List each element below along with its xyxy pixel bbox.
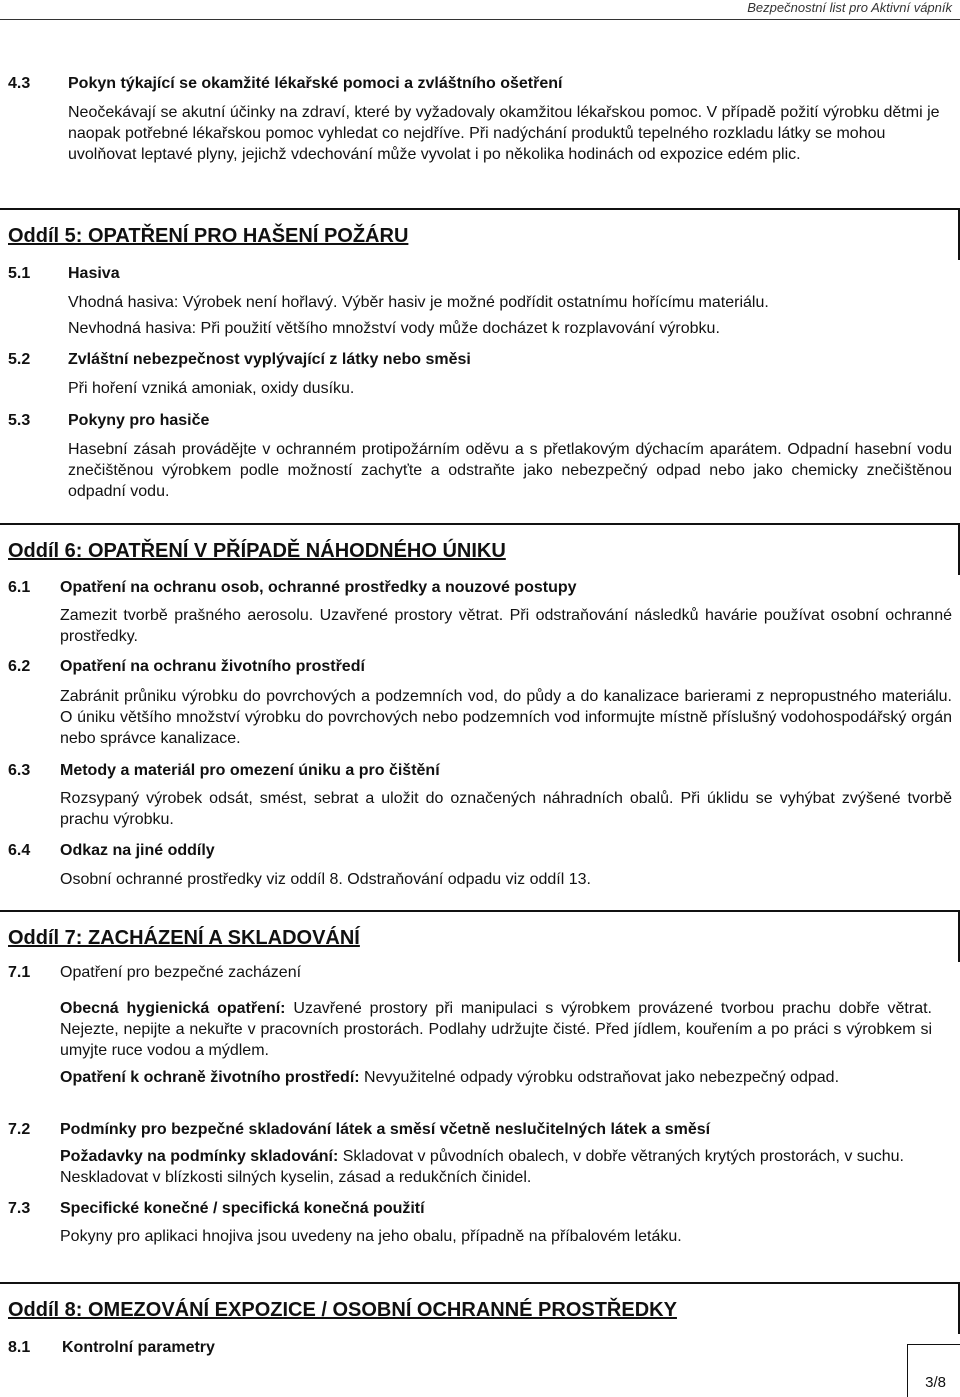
environment-label: Opatření k ochraně životního prostředí: bbox=[60, 1069, 360, 1086]
section-4-3-text: Neočekávají se akutní účinky na zdraví, které by vyžadovaly okamžitou lékařskou pomoc. V případě požití výrobku dětmi je naopak potřebné lékařskou pomoc vyhledat co nejdříve. Při nadýchání produktů tepelného rozkladu látky se mohou uvolňovat leptavé plyny, jejichž vdechování může vyvolat i po několika hodinách od expozice edém plic. bbox=[68, 104, 940, 163]
section-7-3-text: Pokyny pro aplikaci hnojiva jsou uvedeny na jeho obalu, případně na příbalovém letáku. bbox=[60, 1228, 682, 1245]
section-7-title: Oddíl 7: ZACHÁZENÍ A SKLADOVÁNÍ bbox=[8, 927, 360, 949]
section-4-3-number: 4.3 bbox=[8, 75, 31, 92]
section-6-2-number: 6.2 bbox=[8, 658, 31, 675]
page-number: 3/8 bbox=[925, 1374, 946, 1391]
environment-text: Nevyužitelné odpady výrobku odstraňovat jako nebezpečný odpad. bbox=[359, 1069, 840, 1086]
section-6-3-text: Rozsypaný výrobek odsát, smést, sebrat a uložit do označených náhradních obalů. Při úklidu se vyhýbat zvýšené tvorbě prachu výrobku. bbox=[60, 790, 952, 828]
section-6-4-title: Odkaz na jiné oddíly bbox=[60, 842, 215, 859]
section-7-2-title: Podmínky pro bezpečné skladování látek a směsí včetně neslučitelných látek a směsí bbox=[60, 1121, 711, 1138]
section-6-2-text: Zabránit průniku výrobku do povrchových a podzemních vod, do půdy a do kanalizace barierami z nepropustného materiálu. O úniku většího množství výrobku do povrchových nebo podzemních vod informujte místně příslušný vodohospodářský orgán nebo správce kanalizace. bbox=[60, 688, 952, 747]
section-8-1-title: Kontrolní parametry bbox=[62, 1339, 215, 1356]
section-6-1-text: Zamezit tvorbě prašného aerosolu. Uzavřené prostory větrat. Při odstraňování následků havárie používat osobní ochranné prostředky. bbox=[60, 607, 952, 645]
storage-label: Požadavky na podmínky skladování: bbox=[60, 1148, 339, 1165]
section-5-3-title: Pokyny pro hasiče bbox=[68, 412, 210, 429]
section-4-3-title: Pokyn týkající se okamžité lékařské pomoci a zvláštního ošetření bbox=[68, 75, 563, 92]
section-5-1-line-1: Vhodná hasiva: Výrobek není hořlavý. Výběr hasiv je možné podřídit ostatnímu hořícímu materiálu. bbox=[68, 294, 769, 311]
storage-text: Skladovat v původních obalech, v dobře větraných krytých prostorách, v suchu. Neskladovat v blízkosti silných kyselin, zásad a redukčních činidel. bbox=[60, 1148, 904, 1186]
section-6-3-title: Metody a materiál pro omezení úniku a pro čištění bbox=[60, 762, 440, 779]
header-divider bbox=[0, 19, 960, 20]
hygiene-text: Uzavřené prostory při manipulaci s výrobkem provázené tvorbou prachu dobře větrat. Nejezte, nepijte a nekuřte v pracovních prostorách. Podlahy udržujte čisté. Před jídlem, kouřením a po práci s výrobkem si umyjte ruce vodou a mýdlem. bbox=[60, 1000, 932, 1059]
section-7-1-title: Opatření pro bezpečné zacházení bbox=[60, 964, 302, 981]
section-6-4-text: Osobní ochranné prostředky viz oddíl 8. Odstraňování odpadu viz oddíl 13. bbox=[60, 871, 591, 888]
section-8-1-number: 8.1 bbox=[8, 1339, 31, 1356]
section-6-3-number: 6.3 bbox=[8, 762, 31, 779]
section-6-4-number: 6.4 bbox=[8, 842, 31, 859]
document-header: Bezpečnostní list pro Aktivní vápník bbox=[747, 0, 952, 15]
section-6-1-title: Opatření na ochranu osob, ochranné prostředky a nouzové postupy bbox=[60, 579, 577, 596]
section-5-2-text: Při hoření vzniká amoniak, oxidy dusíku. bbox=[68, 380, 355, 397]
section-6-2-title: Opatření na ochranu životního prostředí bbox=[60, 658, 365, 675]
section-5-3-text: Hasební zásah provádějte v ochranném protipožárním oděvu a s přetlakovým dýchacím aparátem. Odpadní hasební vodu znečištěnou výrobkem podle možností zachyťte a odstraňte jako nebezpečný odpad nebo jako chemicky znečištěnou odpadní vodu. bbox=[68, 441, 952, 500]
section-7-3-number: 7.3 bbox=[8, 1200, 31, 1217]
section-7-2-paragraph bbox=[60, 1146, 952, 1188]
section-7-3-title: Specifické konečné / specifická konečná použití bbox=[60, 1200, 425, 1217]
section-6-1-number: 6.1 bbox=[8, 579, 31, 596]
section-7-2-number: 7.2 bbox=[8, 1121, 31, 1138]
section-5-1-title: Hasiva bbox=[68, 265, 120, 282]
section-5-3-number: 5.3 bbox=[8, 412, 31, 429]
section-5-title: Oddíl 5: OPATŘENÍ PRO HAŠENÍ POŽÁRU bbox=[8, 225, 409, 247]
section-5-1-line-2: Nevhodná hasiva: Při použití většího množství vody může docházet k rozplavování výrobku. bbox=[68, 320, 720, 337]
section-7-1-environment-paragraph bbox=[60, 1067, 942, 1088]
section-7-1-hygiene-paragraph bbox=[60, 998, 932, 1061]
section-5-2-number: 5.2 bbox=[8, 351, 31, 368]
section-5-1-number: 5.1 bbox=[8, 265, 31, 282]
section-8-title: Oddíl 8: OMEZOVÁNÍ EXPOZICE / OSOBNÍ OCHRANNÉ PROSTŘEDKY bbox=[8, 1299, 677, 1321]
section-5-2-title: Zvláštní nebezpečnost vyplývající z látky nebo směsi bbox=[68, 351, 471, 368]
section-7-1-number: 7.1 bbox=[8, 964, 31, 981]
hygiene-label: Obecná hygienická opatření: bbox=[60, 1000, 286, 1017]
section-6-title: Oddíl 6: OPATŘENÍ V PŘÍPADĚ NÁHODNÉHO ÚNIKU bbox=[8, 540, 506, 562]
